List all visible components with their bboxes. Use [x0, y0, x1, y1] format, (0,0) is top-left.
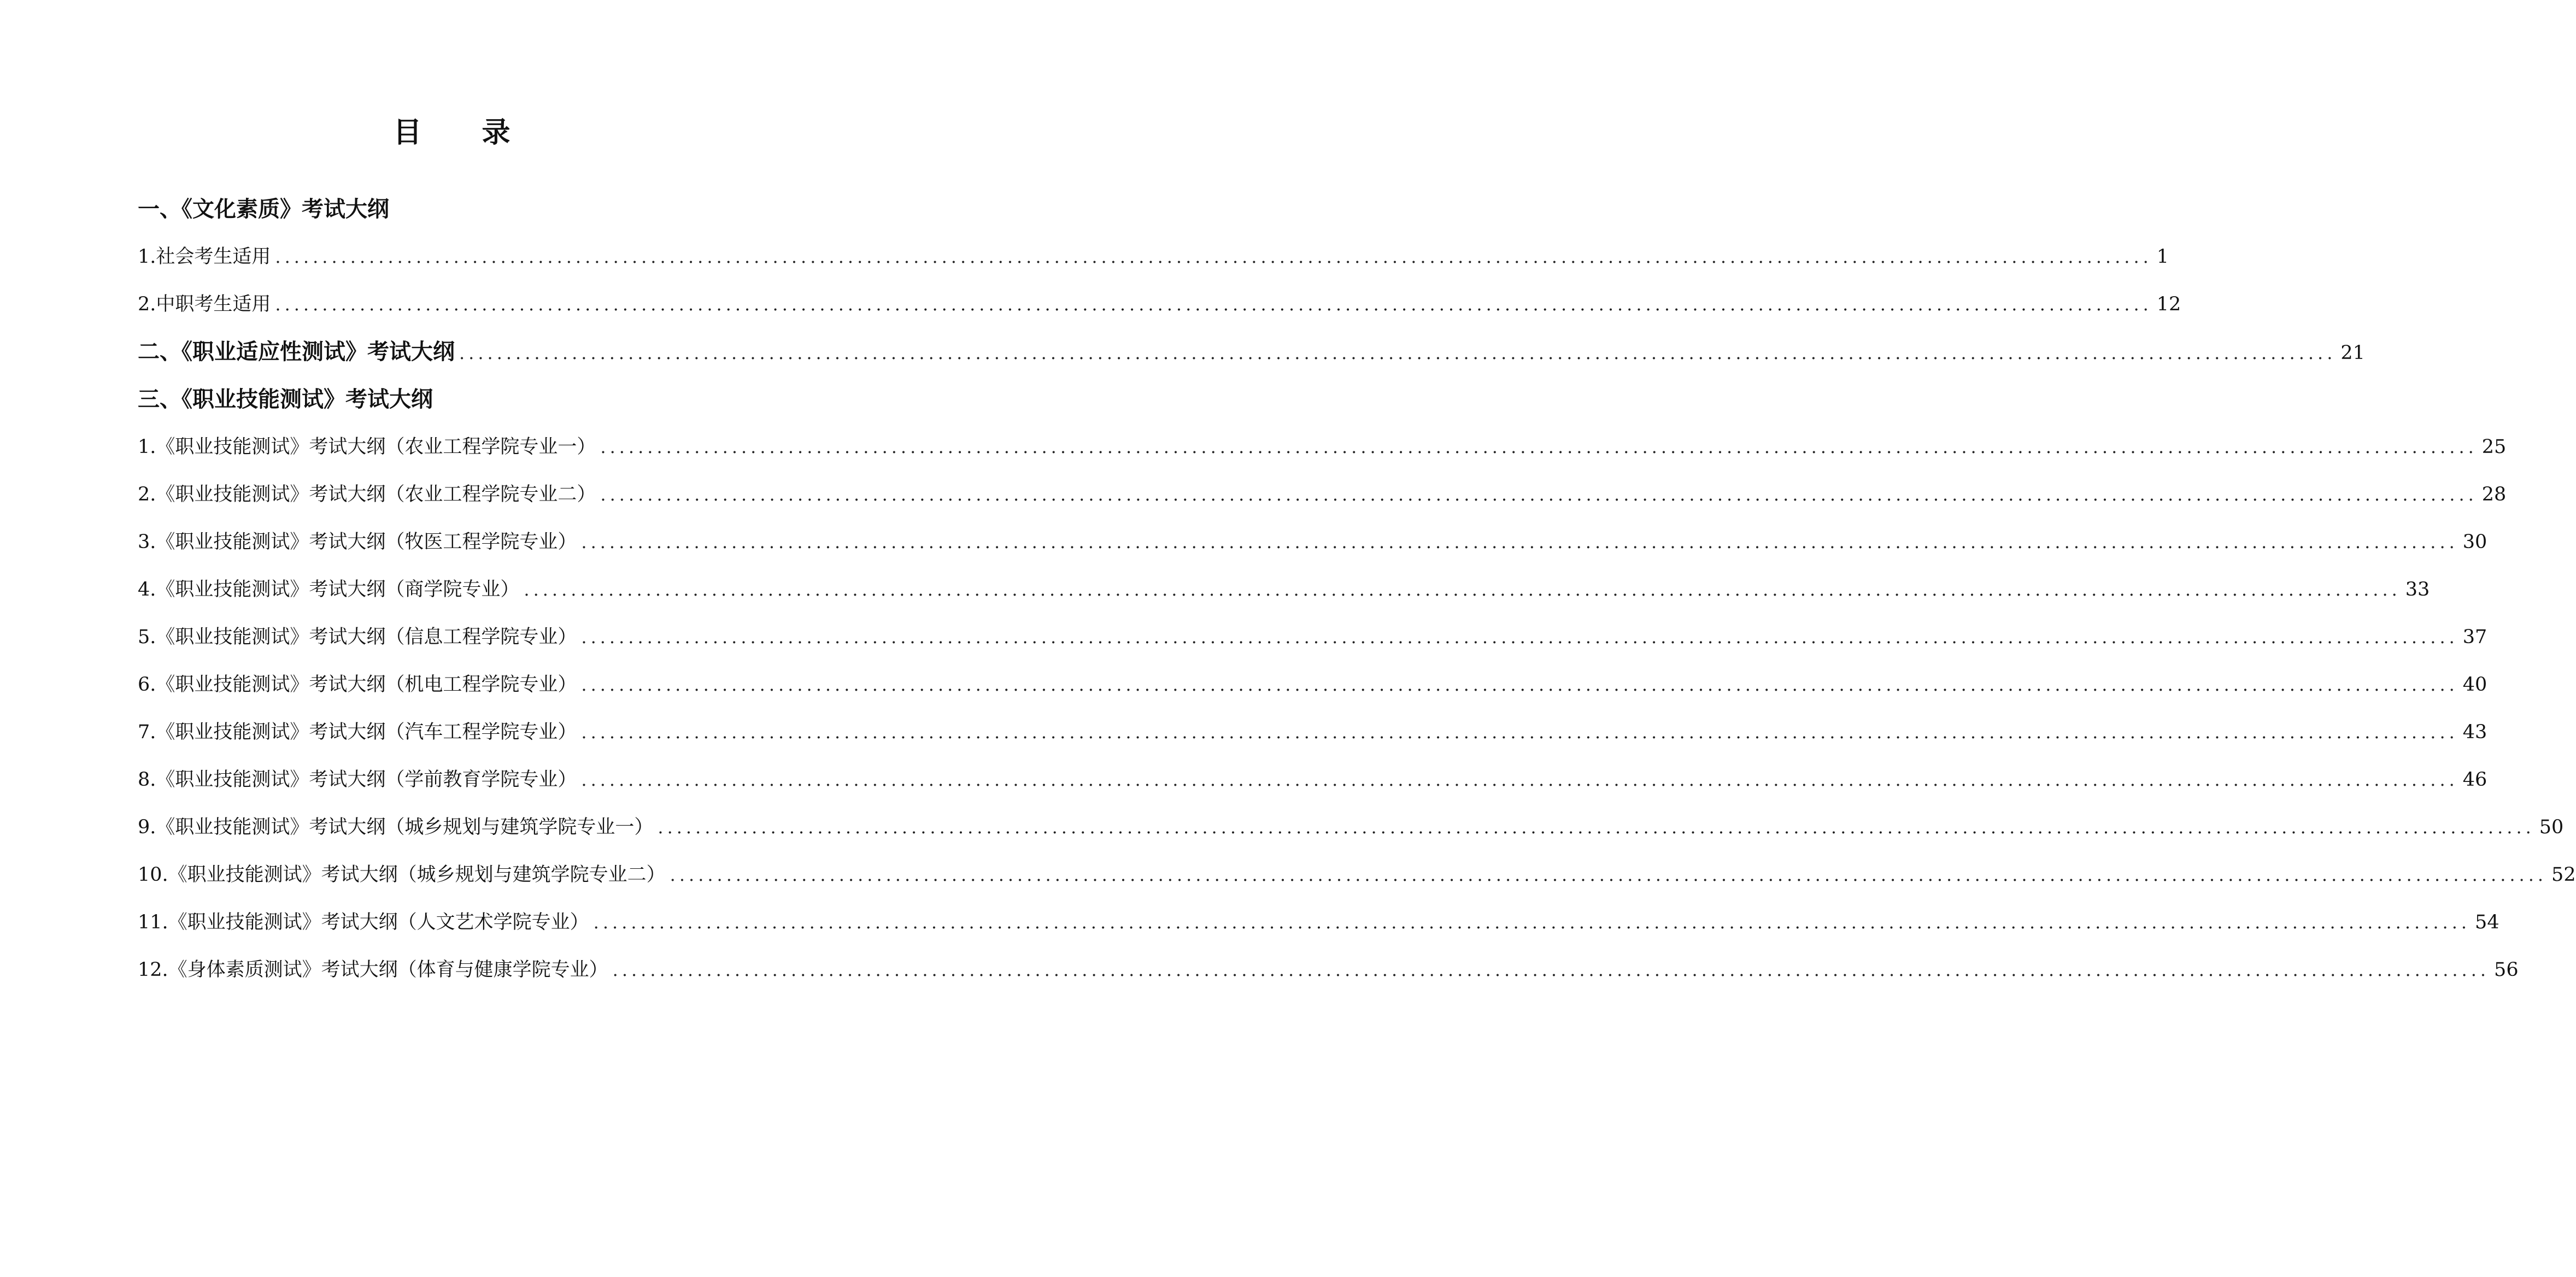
toc-page-number: 30 [2462, 531, 2487, 553]
dot-leader: ........................................................................................................................................................................................................ [658, 817, 2535, 838]
toc-page-number: 46 [2462, 769, 2487, 791]
toc-entry-label: 1.社会考生适用 [138, 246, 271, 268]
dot-leader: ........................................................................................................................................................................................................ [670, 864, 2548, 885]
toc-page-number: 54 [2475, 911, 2499, 933]
toc-page-number: 12 [2156, 293, 2181, 315]
toc-entry[interactable] [138, 804, 2564, 851]
toc-entry-label: 5.《职业技能测试》考试大纲（信息工程学院专业） [138, 626, 577, 648]
dot-leader: ........................................................................................................................................................................................................ [612, 960, 2490, 980]
toc-entry[interactable] [138, 661, 2487, 709]
dot-leader: ........................................................................................................................................................................................................ [600, 437, 2478, 457]
toc-entry-label: 二、《职业适应性测试》考试大纲 [138, 339, 455, 364]
dot-leader: ........................................................................................................................................................................................................ [275, 246, 2152, 267]
toc-entry-label: 7.《职业技能测试》考试大纲（汽车工程学院专业） [138, 721, 577, 743]
toc-entry-label: 2.中职考生适用 [138, 293, 271, 315]
toc-page-number: 21 [2340, 342, 2365, 364]
toc-entry-label: 6.《职业技能测试》考试大纲（机电工程学院专业） [138, 674, 577, 696]
toc-entry-label: 一、《文化素质》考试大纲 [138, 197, 389, 222]
toc-entry-label: 4.《职业技能测试》考试大纲（商学院专业） [138, 579, 520, 601]
table-of-contents [138, 186, 2576, 994]
toc-entry[interactable] [138, 946, 2519, 994]
toc-entry-label: 3.《职业技能测试》考试大纲（牧医工程学院专业） [138, 531, 577, 553]
dot-leader: ........................................................................................................................................................................................................ [581, 722, 2458, 743]
toc-page-number: 50 [2539, 816, 2564, 838]
toc-entry-label: 1.《职业技能测试》考试大纲（农业工程学院专业一） [138, 436, 596, 458]
toc-page-number: 33 [2405, 579, 2430, 601]
toc-entry[interactable] [138, 756, 2487, 804]
toc-entry[interactable] [138, 709, 2487, 756]
dot-leader: ........................................................................................................................................................................................................ [581, 532, 2458, 552]
toc-entry[interactable] [138, 566, 2430, 614]
toc-entry-label: 12.《身体素质测试》考试大纲（体育与健康学院专业） [138, 959, 608, 981]
toc-entry[interactable] [138, 519, 2487, 566]
toc-section-entry[interactable] [138, 376, 773, 423]
toc-entry[interactable] [138, 233, 2169, 281]
toc-page-number: 43 [2462, 721, 2487, 743]
toc-entry-label: 三、《职业技能测试》考试大纲 [138, 387, 433, 412]
toc-entry-label: 9.《职业技能测试》考试大纲（城乡规划与建筑学院专业一） [138, 816, 654, 838]
toc-entry[interactable] [138, 899, 2499, 946]
dot-leader: ........................................................................................................................................................................................................ [581, 627, 2458, 648]
toc-entry[interactable] [138, 281, 2181, 328]
page-title: 目录 [393, 116, 571, 149]
dot-leader: ........................................................................................................................................................................................................ [581, 769, 2458, 790]
toc-entry-label: 2.《职业技能测试》考试大纲（农业工程学院专业二） [138, 484, 596, 505]
toc-page-number: 40 [2462, 674, 2487, 696]
toc-page-number: 25 [2481, 436, 2507, 458]
toc-entry[interactable] [138, 614, 2487, 661]
toc-entry-label: 8.《职业技能测试》考试大纲（学前教育学院专业） [138, 769, 577, 791]
toc-section-entry[interactable] [138, 328, 2365, 376]
toc-page-number: 28 [2481, 484, 2507, 505]
toc-page-number: 52 [2551, 864, 2576, 886]
toc-entry[interactable] [138, 851, 2576, 899]
toc-entry[interactable] [138, 423, 2507, 471]
dot-leader: ........................................................................................................................................................................................................ [581, 674, 2458, 695]
dot-leader: ........................................................................................................................................................................................................ [524, 579, 2401, 600]
dot-leader: ........................................................................................................................................................................................................ [600, 484, 2478, 505]
dot-leader: ........................................................................................................................................................................................................ [593, 912, 2471, 933]
toc-page-number: 37 [2462, 626, 2487, 648]
toc-entry[interactable] [138, 471, 2507, 519]
toc-entry-label: 11.《职业技能测试》考试大纲（人文艺术学院专业） [138, 911, 589, 933]
toc-entry-label: 10.《职业技能测试》考试大纲（城乡规划与建筑学院专业二） [138, 864, 666, 886]
toc-section-entry[interactable] [138, 186, 773, 233]
toc-page-number: 1 [2156, 246, 2169, 268]
dot-leader: ........................................................................................................................................................................................................ [459, 343, 2337, 363]
dot-leader: ........................................................................................................................................................................................................ [275, 294, 2152, 315]
toc-page-number: 56 [2494, 959, 2519, 981]
